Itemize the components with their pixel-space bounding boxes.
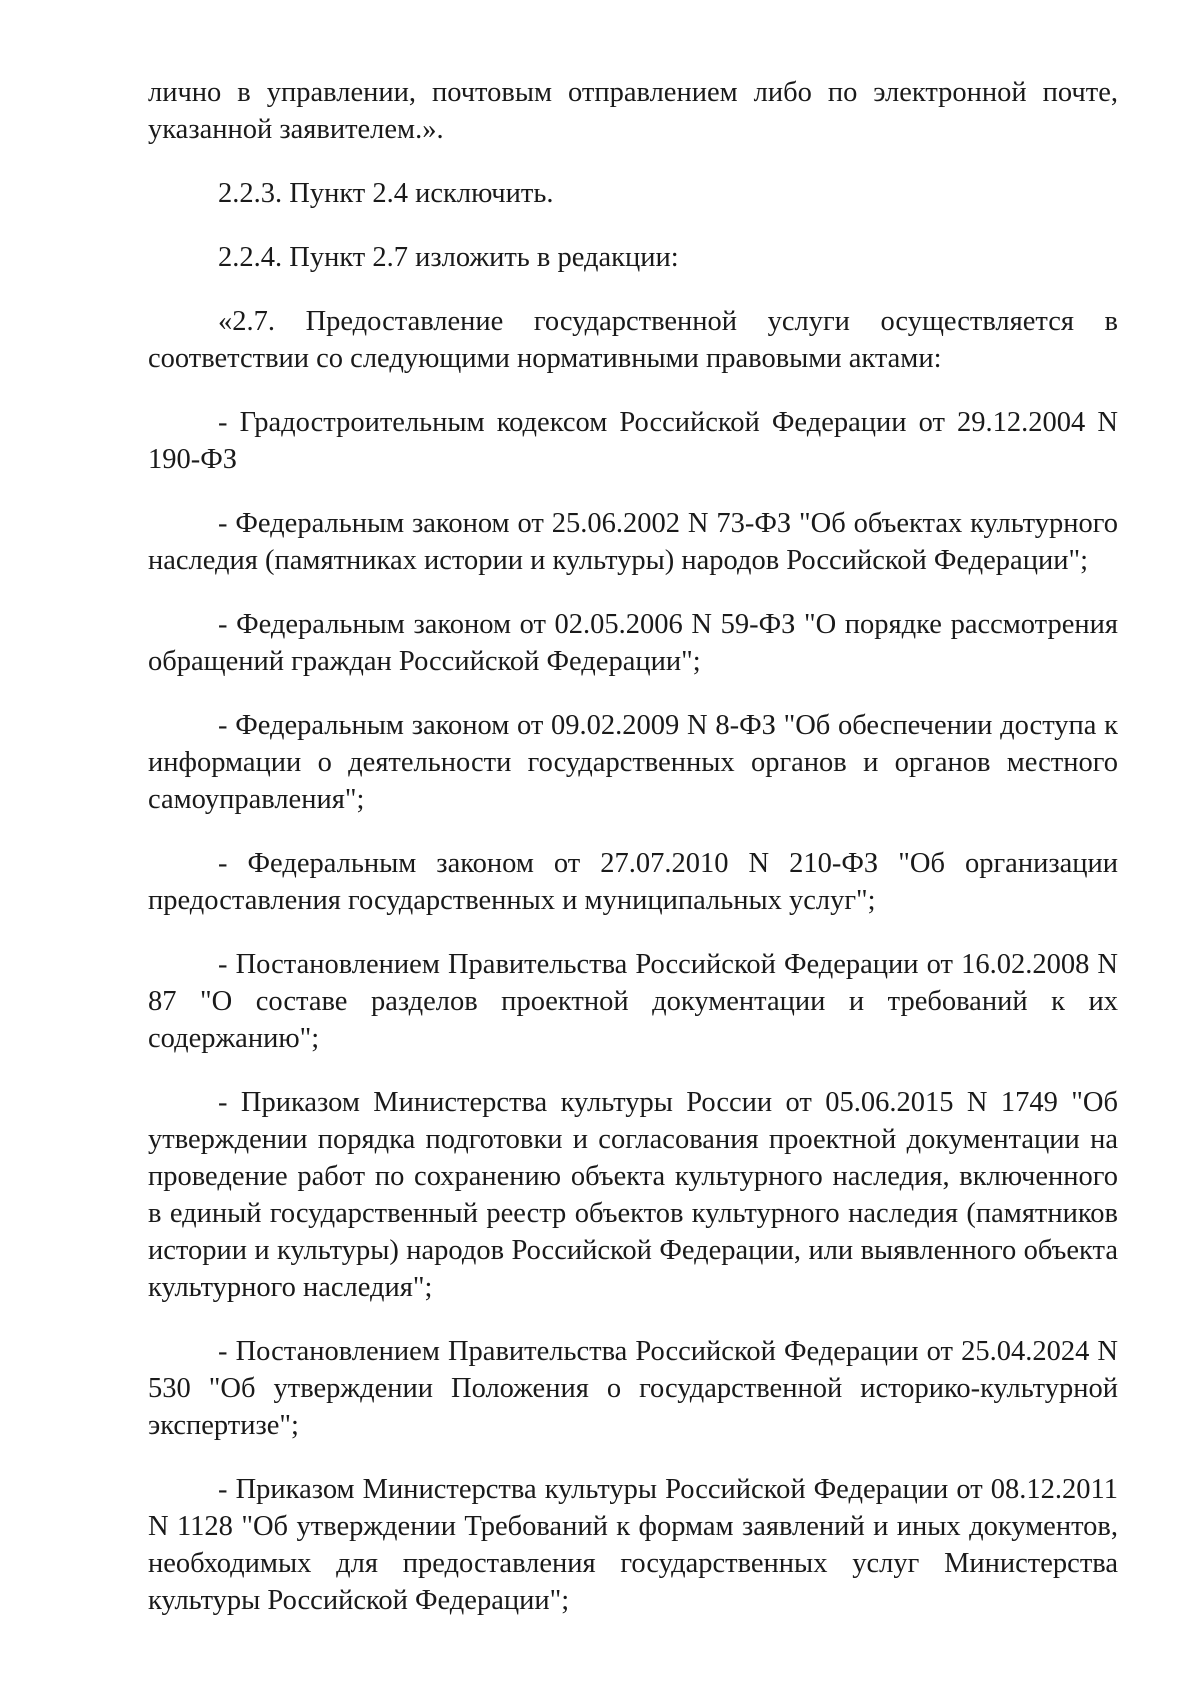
list-item-fz-59: - Федеральным законом от 02.05.2006 N 59-ФЗ "О порядке рассмотрения обращений граждан Российской Федерации"; <box>148 609 1118 677</box>
document-body <box>148 74 1118 1645</box>
paragraph-2-2-3: 2.2.3. Пункт 2.4 исключить. <box>218 178 554 209</box>
list-item-fz-73: - Федеральным законом от 25.06.2002 N 73-ФЗ "Об объектах культурного наследия (памятниках истории и культуры) народов Российской Федерации"; <box>148 508 1118 576</box>
paragraph-2-7-intro: «2.7. Предоставление государственной услуги осуществляется в соответствии со следующими нормативными правовыми актами: <box>148 306 1118 374</box>
paragraph-2-2-4: 2.2.4. Пункт 2.7 изложить в редакции: <box>218 242 679 273</box>
list-item-postanovlenie-87: - Постановлением Правительства Российской Федерации от 16.02.2008 N 87 "О составе разделов проектной документации и требований к их содержанию"; <box>148 949 1118 1054</box>
list-item-prikaz-1749: - Приказом Министерства культуры России от 05.06.2015 N 1749 "Об утверждении порядка подготовки и согласования проектной документации на проведение работ по сохранению объекта культурного наследия, включенного в единый государственный реестр объектов культурного наследия (памятников истории и культуры) народов Российской Федерации, или выявленного объекта культурного наследия"; <box>148 1087 1118 1303</box>
list-item-fz-8: - Федеральным законом от 09.02.2009 N 8-ФЗ "Об обеспечении доступа к информации о деятельности государственных органов и органов местного самоуправления"; <box>148 710 1118 815</box>
paragraph-continuation: лично в управлении, почтовым отправлением либо по электронной почте, указанной заявителем.». <box>148 77 1118 145</box>
list-item-gradostroitelny-kodeks: - Градостроительным кодексом Российской Федерации от 29.12.2004 N 190-ФЗ <box>148 407 1118 475</box>
list-item-prikaz-1128: - Приказом Министерства культуры Российской Федерации от 08.12.2011 N 1128 "Об утверждении Требований к формам заявлений и иных документов, необходимых для предоставления государственных услуг Министерства культуры Российской Федерации"; <box>148 1474 1118 1616</box>
list-item-fz-210: - Федеральным законом от 27.07.2010 N 210-ФЗ "Об организации предоставления государственных и муниципальных услуг"; <box>148 848 1118 916</box>
list-item-postanovlenie-530: - Постановлением Правительства Российской Федерации от 25.04.2024 N 530 "Об утверждении Положения о государственной историко-культурной экспертизе"; <box>148 1336 1118 1441</box>
